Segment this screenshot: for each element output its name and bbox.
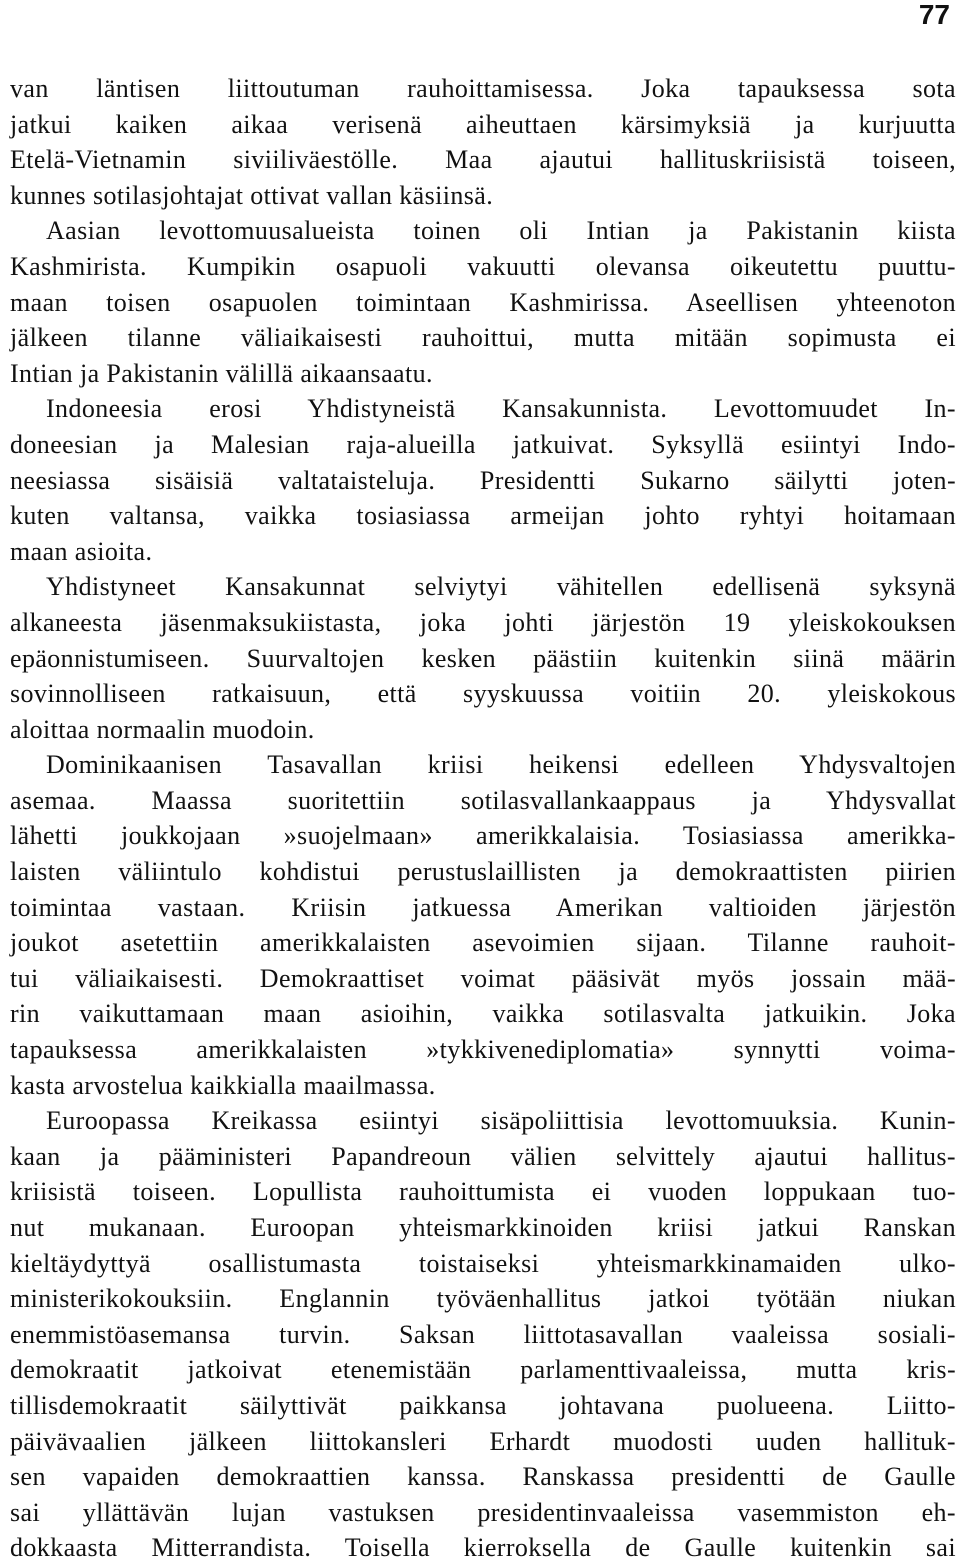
text-line: asemaa. Maassa suoritettiin sotilasvallankaappaus ja Yhdysvallat: [10, 785, 956, 815]
text-line: tapauksessa amerikkalaisten »tykkivenediplomatia» synnytti voima-: [10, 1035, 956, 1065]
text-line: Yhdistyneet Kansakunnat selviytyi vähitellen edellisenä syksynä: [46, 572, 956, 602]
text-line: kaan ja pääministeri Papandreoun välien selvittely ajautui hallitus-: [10, 1141, 956, 1171]
paragraph: [10, 391, 956, 569]
text-line: van läntisen liittoutuman rauhoittamisessa. Joka tapauksessa sota: [10, 74, 956, 103]
text-line: joukot asetettiin amerikkalaisten asevoimien sijaan. Tilanne rauhoit-: [10, 928, 956, 958]
text-line: jälkeen tilanne väliaikaisesti rauhoittui, mutta mitään sopimusta ei: [10, 323, 956, 353]
text-line: kieltäydyttyä osallistumasta toistaiseksi yhteismarkkinamaiden ulko-: [10, 1248, 956, 1278]
text-line: demokraatit jatkoivat etenemistään parlamenttivaaleissa, mutta kris-: [10, 1355, 956, 1385]
text-line: päivävaalien jälkeen liittokansleri Erhardt muodosti uuden hallituk-: [10, 1426, 956, 1456]
text-line: Euroopassa Kreikassa esiintyi sisäpoliittisia levottomuuksia. Kunin-: [46, 1106, 956, 1136]
text-line: maan asioita.: [10, 536, 153, 566]
text-line: aloittaa normaalin muodoin.: [10, 714, 315, 744]
text-line: rin vaikuttamaan maan asioihin, vaikka sotilasvalta jatkuikin. Joka: [10, 999, 956, 1029]
text-line: alkaneesta jäsenmaksukiistasta, joka johti järjestön 19 yleiskokouksen: [10, 607, 956, 637]
text-line: Intian ja Pakistanin välillä aikaansaatu.: [10, 358, 433, 388]
text-line: kunnes sotilasjohtajat ottivat vallan käsiinsä.: [10, 180, 494, 210]
text-line: enemmistöasemansa turvin. Saksan liittotasavallan vaaleissa sosiali-: [10, 1319, 956, 1349]
paragraph: [10, 213, 956, 391]
text-line: Aasian levottomuusalueista toinen oli Intian ja Pakistanin kiista: [46, 216, 956, 246]
text-line: jatkui kaiken aikaa verisenä aiheuttaen kärsimyksiä ja kurjuutta: [10, 109, 956, 139]
text-line: Etelä-Vietnamin siviiliväestölle. Maa ajautui hallituskriisistä toiseen,: [10, 145, 956, 175]
text-line: lähetti joukkojaan »suojelmaan» amerikkalaisia. Tosiasiassa amerikka-: [10, 821, 956, 851]
text-line: Indoneesia erosi Yhdistyneistä Kansakunnista. Levottomuudet In-: [46, 394, 956, 424]
text-line: Dominikaanisen Tasavallan kriisi heikensi edelleen Yhdysvaltojen: [46, 750, 956, 780]
text-line: epäonnistumiseen. Suurvaltojen kesken päästiin kuitenkin siinä määrin: [10, 643, 956, 673]
paragraph: [10, 71, 956, 213]
text-line: laisten väliintulo kohdistui perustuslaillisten ja demokraattisten piirien: [10, 857, 956, 887]
paragraph: [10, 747, 956, 1103]
text-line: neesiassa sisäisiä valtataisteluja. Presidentti Sukarno säilytti joten-: [10, 465, 956, 495]
text-line: maan toisen osapuolen toimintaan Kashmirissa. Aseellisen yhteenoton: [10, 287, 956, 317]
text-line: nut mukanaan. Euroopan yhteismarkkinoiden kriisi jatkui Ranskan: [10, 1213, 956, 1242]
text-line: doneesian ja Malesian raja-alueilla jatkuivat. Syksyllä esiintyi Indo-: [10, 429, 956, 459]
body-text: [10, 71, 956, 1566]
text-line: tui väliaikaisesti. Demokraattiset voimat pääsivät myös jossain mää-: [10, 963, 956, 993]
page-number: 77: [918, 0, 950, 30]
text-line: kuten valtansa, vaikka tosiasiassa armeijan johto ryhtyi hoitamaan: [10, 501, 956, 531]
text-line: kriisistä toiseen. Lopullista rauhoittumista ei vuoden loppukaan tuo-: [10, 1177, 956, 1207]
text-line: kasta arvostelua kaikkialla maailmassa.: [10, 1070, 436, 1100]
text-line: sai yllättävän lujan vastuksen presidentinvaaleissa vasemmiston eh-: [10, 1497, 956, 1527]
paragraph: [10, 569, 956, 747]
text-line: Kashmirista. Kumpikin osapuoli vakuutti olevansa oikeutettu puuttu-: [10, 251, 956, 281]
text-line: toimintaa vastaan. Kriisin jatkuessa Amerikan valtioiden järjestön: [10, 892, 956, 922]
text-line: sovinnolliseen ratkaisuun, että syyskuussa voitiin 20. yleiskokous: [10, 679, 956, 709]
paragraph: [10, 1103, 956, 1566]
text-line: ministerikokouksiin. Englannin työväenhallitus jatkoi työtään niukan: [10, 1284, 956, 1314]
text-line: tillisdemokraatit säilyttivät paikkansa johtavana puolueena. Liitto-: [10, 1390, 956, 1420]
text-line: sen vapaiden demokraattien kanssa. Ranskassa presidentti de Gaulle: [10, 1462, 956, 1492]
text-line: dokkaasta Mitterrandista. Toisella kierroksella de Gaulle kuitenkin sai: [10, 1533, 956, 1563]
